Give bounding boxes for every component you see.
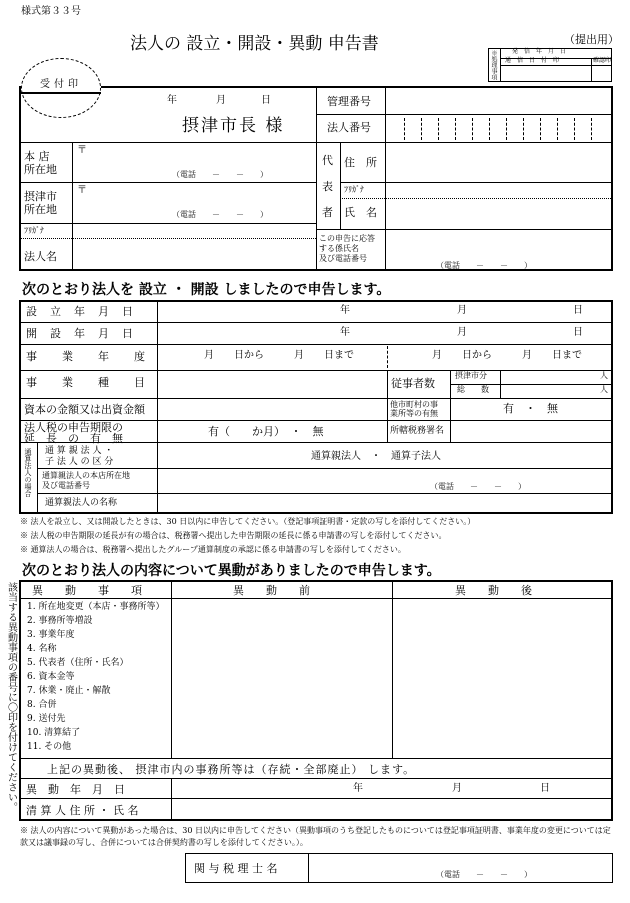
before-change-field[interactable] <box>172 599 391 757</box>
change-day: 日 <box>540 783 550 794</box>
opened-year: 年 <box>340 327 350 338</box>
employees-setsu-label: 摂津市分 <box>455 371 487 380</box>
tax-extension-value: 有（ か月） ・ 無 <box>208 425 324 438</box>
group-parent-name-label: 通算親法人の名称 <box>45 498 118 508</box>
rep-furigana-label: ﾌﾘｶﾞﾅ <box>344 185 364 194</box>
tax-extension-label: 法人税の申告期限の 延 長 の 有 無 <box>24 421 123 445</box>
head-office-postal: 〒 <box>77 145 87 156</box>
office-col-3: 確認印 <box>593 57 612 64</box>
office-use-mark: ※処理事項 <box>490 50 497 80</box>
employees-total-label: 総 数 <box>457 385 489 394</box>
change-item-1[interactable]: 1. 所在地変更（本店・事務所等） <box>27 602 165 612</box>
fiscal-year-to: 月 日から 月 日まで <box>432 350 582 361</box>
representative-label: 代 表 者 <box>322 154 333 219</box>
employees-total-unit: 人 <box>600 385 608 394</box>
page-title: 法人の 設立・開設・異動 申告書 <box>130 34 379 54</box>
group-parent-address-label: 通算親法人の本店所在地 及び電話番号 <box>42 471 130 490</box>
change-item-4[interactable]: 4. 名称 <box>27 644 57 654</box>
liquidator-field[interactable] <box>172 799 611 820</box>
mgmt-label: 管理番号 <box>327 95 371 108</box>
section2-side-note: 該当する異動事項の番号に〇印を付けてください。 <box>5 582 17 812</box>
corp-number-field[interactable] <box>386 115 612 142</box>
addressee: 摂津市長 様 <box>182 116 285 136</box>
change-item-11[interactable]: 11. その他 <box>27 742 72 752</box>
rep-address-field[interactable] <box>386 143 612 180</box>
section2-heading: 次のとおり法人の内容について異動がありましたので申告します。 <box>22 563 441 579</box>
local-office-label: 摂津市 所在地 <box>24 190 57 216</box>
office-col-1: 発 信 年 月 日 <box>512 48 567 55</box>
local-office-tel: （電話 － － ） <box>172 210 268 219</box>
opened-day: 日 <box>573 327 583 338</box>
receipt-stamp-label: 受付印 <box>40 79 82 90</box>
rep-address-label: 住 所 <box>344 156 377 169</box>
change-item-6[interactable]: 6. 資本金等 <box>27 672 75 682</box>
business-type-field[interactable] <box>158 371 386 397</box>
date-day: 日 <box>261 95 271 106</box>
change-date-label: 異 動 年 月 日 <box>26 783 125 796</box>
col-header-before: 異 動 前 <box>233 584 310 597</box>
rep-name-label: 氏 名 <box>344 206 377 219</box>
opened-date-label: 開 設 年 月 日 <box>26 327 134 340</box>
copy-type: （提出用） <box>564 33 619 46</box>
employees-setsu-unit: 人 <box>600 371 608 380</box>
date-year: 年 <box>167 95 177 106</box>
col-header-change-items: 異 動 事 項 <box>32 584 142 597</box>
mgmt-number-field[interactable] <box>386 87 612 114</box>
established-year: 年 <box>340 305 350 316</box>
change-item-9[interactable]: 9. 送付先 <box>27 714 66 724</box>
head-office-label: 本 店 所在地 <box>24 150 57 176</box>
rep-name-field[interactable] <box>386 199 612 228</box>
corp-name-field[interactable] <box>74 239 314 270</box>
corp-furigana-label: ﾌﾘｶﾞﾅ <box>24 226 44 235</box>
change-item-7[interactable]: 7. 休業・廃止・解散 <box>27 686 111 696</box>
after-change-field[interactable] <box>393 599 611 757</box>
other-office-label: 他市町村の事 業所等の有無 <box>390 400 438 418</box>
section1-note-1: ※ 法人を設立し、又は開設したときは、30 日以内に申告してください。（登記事項証明書・定款の写しを添付してください。） <box>20 517 476 526</box>
tax-accountant-label: 関 与 税 理 士 名 <box>194 862 278 875</box>
capital-field[interactable] <box>158 399 386 419</box>
established-day: 日 <box>573 305 583 316</box>
head-office-tel: （電話 － － ） <box>172 170 268 179</box>
other-office-value: 有 ・ 無 <box>503 402 558 415</box>
change-item-8[interactable]: 8. 合併 <box>27 700 57 710</box>
contact-label: この申告に応答 する係氏名 及び電話番号 <box>319 234 375 263</box>
local-office-postal: 〒 <box>77 185 87 196</box>
business-type-label: 事 業 種 目 <box>26 376 146 389</box>
form-number: 様式第３３号 <box>21 6 81 17</box>
change-month: 月 <box>452 783 462 794</box>
liquidator-label: 清 算 人 住 所 ・ 氏 名 <box>26 804 139 817</box>
corp-name-label: 法人名 <box>24 250 57 263</box>
change-item-2[interactable]: 2. 事務所等増設 <box>27 616 93 626</box>
after-change-statement: 上記の異動後、 摂津市内の事務所等は（存続・全部廃止） します。 <box>47 763 416 776</box>
section2-note: ※ 法人の内容について異動があった場合は、30 日以内に申告してください（異動事項のうち登記したものについては登記事項証明書、事業年度の変更については定款又は議事録の写し、合併については合併契約書の写しを添付してください。）。 <box>20 826 611 847</box>
employees-label: 従事者数 <box>391 377 435 390</box>
office-col-2: 通 信 日 付 印 <box>505 57 560 64</box>
change-item-3[interactable]: 3. 事業年度 <box>27 630 75 640</box>
established-month: 月 <box>457 305 467 316</box>
corp-no-label: 法人番号 <box>327 121 371 134</box>
fiscal-year-label: 事 業 年 度 <box>26 350 146 363</box>
date-month: 月 <box>216 95 226 106</box>
group-type-label: 通 算 親 法 人 ・ 子 法 人 の 区 分 <box>45 446 114 467</box>
group-side-label: 通算法人の場合 <box>24 448 32 497</box>
tax-office-field[interactable] <box>451 421 611 441</box>
established-date-label: 設 立 年 月 日 <box>26 305 134 318</box>
section1-heading: 次のとおり法人を 設立 ・ 開設 しましたので申告します。 <box>22 282 391 298</box>
group-parent-name-field[interactable] <box>158 494 611 513</box>
change-item-10[interactable]: 10. 清算結了 <box>27 728 81 738</box>
capital-label: 資本の金額又は出資金額 <box>24 403 145 416</box>
col-header-after: 異 動 後 <box>455 584 532 597</box>
tax-office-label: 所轄税務署名 <box>390 426 445 436</box>
section1-note-3: ※ 通算法人の場合は、税務署へ提出したグループ通算制度の承認に係る申請書の写しを添付してください。 <box>20 545 406 554</box>
change-item-5[interactable]: 5. 代表者（住所・氏名） <box>27 658 129 668</box>
contact-tel: （電話 － － ） <box>436 261 532 270</box>
change-year: 年 <box>353 783 363 794</box>
group-parent-address-field[interactable] <box>158 469 611 491</box>
tax-accountant-tel: （電話 － － ） <box>436 870 532 879</box>
opened-month: 月 <box>457 327 467 338</box>
group-type-value: 通算親法人 ・ 通算子法人 <box>311 451 441 462</box>
fiscal-year-from: 月 日から 月 日まで <box>204 350 354 361</box>
section1-note-2: ※ 法人税の申告期限の延長が有の場合は、税務署へ提出した申告期限の延長に係る申請書の写しを添付してください。 <box>20 531 447 540</box>
group-parent-tel: （電話 － － ） <box>430 482 526 491</box>
